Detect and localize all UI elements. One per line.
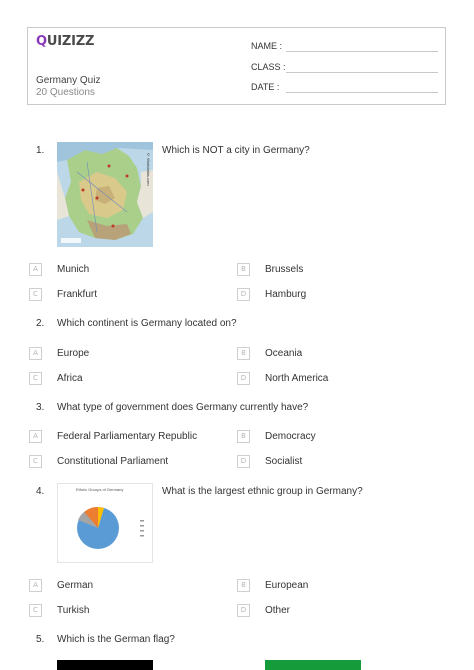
q3-option-b-text[interactable]: Democracy: [265, 431, 316, 442]
question-1-number: 1.: [36, 145, 45, 156]
q4-option-a-text[interactable]: German: [57, 580, 94, 591]
question-1-text: Which is NOT a city in Germany?: [162, 145, 310, 156]
q3-option-b-letter[interactable]: B: [237, 430, 250, 443]
date-label: DATE :: [251, 82, 280, 92]
q1-option-d-text[interactable]: Hamburg: [265, 289, 307, 300]
class-label: CLASS :: [251, 62, 286, 72]
question-2-text: Which continent is Germany located on?: [57, 318, 237, 329]
q1-option-c-letter[interactable]: C: [29, 288, 42, 301]
question-5-text: Which is the German flag?: [57, 634, 175, 645]
germany-map-image: [57, 142, 153, 247]
question-4-number: 4.: [36, 486, 45, 497]
flag-option-a-image[interactable]: [57, 660, 153, 670]
q4-option-d-letter[interactable]: D: [237, 604, 250, 617]
q2-option-c-letter[interactable]: C: [29, 372, 42, 385]
q1-option-b-letter[interactable]: B: [237, 263, 250, 276]
q2-option-b-letter[interactable]: B: [237, 347, 250, 360]
q4-option-b-text[interactable]: European: [265, 580, 309, 591]
q3-option-d-text[interactable]: Socialist: [265, 456, 303, 467]
quizizz-logo: QUIZIZZ: [36, 34, 95, 49]
q4-option-b-letter[interactable]: B: [237, 579, 250, 592]
q2-option-c-text[interactable]: Africa: [57, 373, 83, 384]
question-5-number: 5.: [36, 634, 45, 645]
flag-option-b-image[interactable]: [265, 660, 361, 670]
q3-option-a-letter[interactable]: A: [29, 430, 42, 443]
worksheet-header: [27, 27, 446, 105]
question-count: 20 Questions: [36, 87, 95, 98]
q4-option-a-letter[interactable]: A: [29, 579, 42, 592]
class-line: [286, 72, 438, 73]
q3-option-d-letter[interactable]: D: [237, 455, 250, 468]
q2-option-b-text[interactable]: Oceania: [265, 348, 303, 359]
name-line: [286, 51, 438, 52]
question-4-text: What is the largest ethnic group in Germany?: [162, 486, 363, 497]
pie-chart-title: Ethnic Groups of Germany: [76, 487, 124, 492]
map-watermark: © Worldatlas.com: [146, 152, 151, 186]
q2-option-d-letter[interactable]: D: [237, 372, 250, 385]
quiz-title: Germany Quiz: [36, 75, 101, 86]
q4-option-d-text[interactable]: Other: [265, 605, 291, 616]
question-2-number: 2.: [36, 318, 45, 329]
q1-option-d-letter[interactable]: D: [237, 288, 250, 301]
q1-option-b-text[interactable]: Brussels: [265, 264, 304, 275]
name-field[interactable]: [251, 41, 282, 51]
q1-option-a-text[interactable]: Munich: [57, 264, 90, 275]
q3-option-a-text[interactable]: Federal Parliamentary Republic: [57, 431, 198, 442]
q1-option-c-text[interactable]: Frankfurt: [57, 289, 98, 300]
q2-option-d-text[interactable]: North America: [265, 373, 329, 384]
date-field[interactable]: [251, 82, 279, 92]
q4-option-c-letter[interactable]: C: [29, 604, 42, 617]
q2-option-a-letter[interactable]: A: [29, 347, 42, 360]
q1-option-a-letter[interactable]: A: [29, 263, 42, 276]
q2-option-a-text[interactable]: Europe: [57, 348, 90, 359]
q3-option-c-letter[interactable]: C: [29, 455, 42, 468]
q3-option-c-text[interactable]: Constitutional Parliament: [57, 456, 169, 467]
name-label: NAME :: [251, 41, 283, 51]
date-line: [286, 92, 438, 93]
class-field[interactable]: [251, 62, 286, 72]
question-3-text: What type of government does Germany currently have?: [57, 402, 309, 413]
question-3-number: 3.: [36, 402, 45, 413]
ethnic-groups-pie-image: [57, 483, 153, 563]
q4-option-c-text[interactable]: Turkish: [57, 605, 90, 616]
